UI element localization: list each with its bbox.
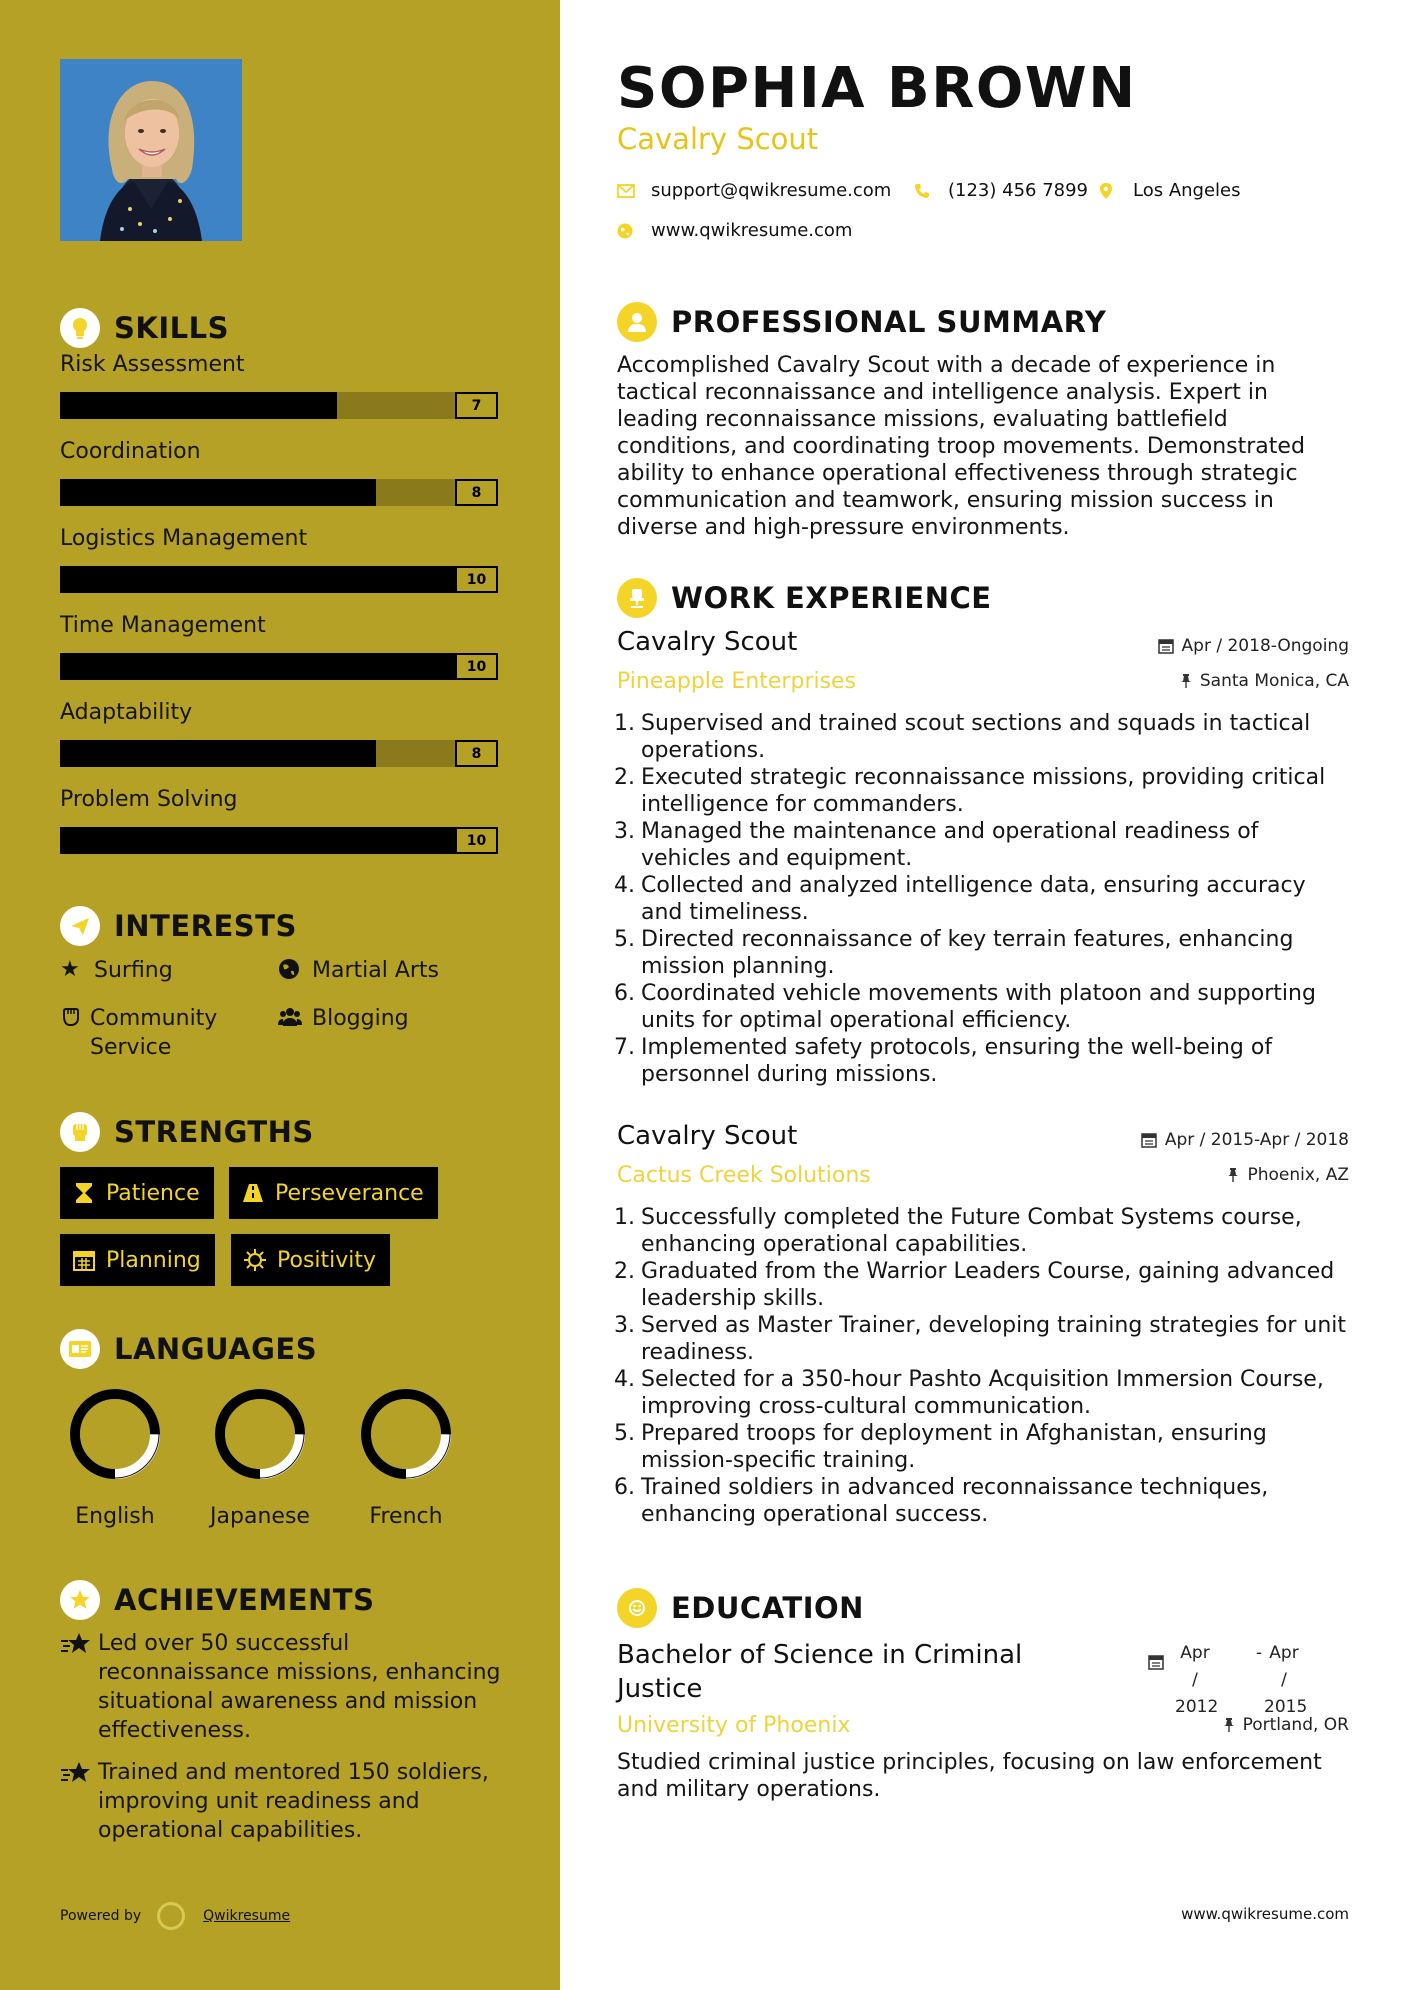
duty-text	[641, 1366, 1324, 1420]
job-dates	[1158, 636, 1349, 656]
duty-item	[610, 818, 1352, 872]
duty-number: 1.	[614, 1205, 635, 1230]
duty-line: Managed the maintenance and operational readiness of	[641, 819, 1259, 844]
skill-name: Time Management	[60, 613, 266, 638]
footer-url[interactable]: www.qwikresume.com	[1181, 1905, 1349, 1923]
duty-line: Successfully completed the Future Combat Systems course,	[641, 1205, 1302, 1230]
achievements-heading	[60, 1578, 374, 1622]
duty-line: Graduated from the Warrior Leaders Course, gaining advanced	[641, 1259, 1335, 1284]
language-item	[50, 1386, 180, 1529]
skill-fill	[60, 479, 376, 506]
skill-level: 8	[455, 479, 498, 506]
duty-number: 6.	[614, 981, 635, 1006]
hand-icon	[60, 1006, 82, 1034]
skill-bar	[60, 566, 498, 593]
paper-plane-icon	[60, 906, 100, 946]
powered-by	[60, 1902, 290, 1930]
duty-text	[641, 764, 1325, 818]
end-month: Apr /	[1269, 1643, 1299, 1690]
duty-line: Selected for a 350-hour Pashto Acquisition Immersion Course,	[641, 1367, 1324, 1392]
interests-title: INTERESTS	[114, 909, 297, 943]
duty-line: improving cross-cultural communication.	[641, 1394, 1092, 1419]
skill-bar	[60, 392, 498, 419]
duty-number: 6.	[614, 1475, 635, 1500]
duty-item	[610, 710, 1352, 764]
duty-item	[610, 1474, 1352, 1528]
duty-item	[610, 980, 1352, 1034]
duty-line: personnel during missions.	[641, 1062, 938, 1087]
strength-label: Positivity	[277, 1247, 377, 1273]
duty-line: and timeliness.	[641, 900, 809, 925]
duty-text	[641, 710, 1310, 764]
duty-line: Coordinated vehicle movements with platoon and supporting	[641, 981, 1316, 1006]
duty-line: enhancing operational capabilities.	[641, 1232, 1028, 1257]
achievement-item	[60, 1629, 505, 1745]
job-title: Cavalry Scout	[617, 1121, 798, 1151]
language-name: French	[369, 1504, 443, 1529]
duty-number: 5.	[614, 927, 635, 952]
pushpin-icon	[1223, 1717, 1235, 1733]
job-company: Pineapple Enterprises	[617, 669, 857, 694]
shooting-star-icon	[60, 1760, 98, 1794]
duty-text	[641, 1204, 1302, 1258]
skill-fill	[60, 566, 455, 593]
duty-line: Supervised and trained scout sections and squads in tactical	[641, 711, 1311, 736]
strength-label: Planning	[106, 1247, 201, 1273]
pushpin-icon	[1227, 1167, 1239, 1183]
skill-level: 10	[455, 653, 498, 680]
skill-name: Logistics Management	[60, 526, 308, 551]
duty-text	[641, 980, 1316, 1034]
phone-icon	[914, 183, 936, 199]
fist-icon	[60, 1112, 100, 1152]
experience-title: WORK EXPERIENCE	[671, 581, 992, 615]
start-year: 2012	[1175, 1697, 1219, 1717]
skill-fill	[60, 392, 337, 419]
contact-location	[1099, 180, 1241, 201]
duty-line: operations.	[641, 738, 766, 763]
strengths-heading	[60, 1110, 314, 1154]
road-icon	[241, 1181, 265, 1205]
skill-name: Coordination	[60, 439, 201, 464]
job-title: Cavalry Scout	[617, 627, 798, 657]
education-dash: -	[1256, 1643, 1263, 1663]
interest-item	[278, 956, 439, 986]
summary-title: PROFESSIONAL SUMMARY	[671, 305, 1107, 339]
duty-text	[641, 1258, 1334, 1312]
experience-heading	[617, 576, 992, 620]
duty-line: readiness.	[641, 1340, 755, 1365]
skill-fill	[60, 740, 376, 767]
contact-phone[interactable]	[914, 180, 1088, 201]
job-location	[1227, 1165, 1349, 1185]
skill-name: Problem Solving	[60, 787, 238, 812]
group-icon	[278, 1006, 304, 1034]
interest-item	[60, 956, 173, 985]
duty-item	[610, 1034, 1352, 1088]
interest-label: Community Service	[90, 1006, 218, 1060]
calendar-icon	[72, 1248, 96, 1272]
duty-number: 7.	[614, 1035, 635, 1060]
education-location-text: Portland, OR	[1242, 1715, 1349, 1735]
degree-line: Bachelor of Science in Criminal	[617, 1640, 1023, 1670]
duty-item	[610, 1204, 1352, 1258]
id-card-icon	[60, 1329, 100, 1369]
profile-photo	[60, 59, 242, 241]
language-ring	[358, 1386, 454, 1482]
education-calendar-icon	[1148, 1654, 1164, 1674]
job-dates	[1141, 1130, 1349, 1150]
skill-fill	[60, 827, 455, 854]
duty-line: Directed reconnaissance of key terrain features, enhancing	[641, 927, 1294, 952]
envelope-icon	[617, 184, 639, 198]
duty-number: 3.	[614, 819, 635, 844]
qwikresume-logo-icon	[157, 1902, 185, 1930]
job-location	[1180, 671, 1349, 691]
skill-bar	[60, 827, 498, 854]
duty-line: enhancing operational success.	[641, 1502, 989, 1527]
duty-text	[641, 818, 1258, 872]
duty-line: vehicles and equipment.	[641, 846, 913, 871]
duty-number: 2.	[614, 1259, 635, 1284]
location-text: Los Angeles	[1133, 180, 1241, 201]
medal-star-icon	[60, 1580, 100, 1620]
job-duties-list	[610, 710, 1352, 1088]
calendar-icon	[1158, 638, 1174, 654]
duty-line: mission-specific training.	[641, 1448, 916, 1473]
duty-text	[641, 872, 1306, 926]
contact-website[interactable]	[617, 220, 852, 241]
skill-level: 10	[455, 566, 498, 593]
candidate-role: Cavalry Scout	[617, 122, 819, 156]
degree-line: Justice	[617, 1674, 703, 1704]
duty-line: mission planning.	[641, 954, 835, 979]
skill-bar	[60, 653, 498, 680]
interest-label: Martial Arts	[312, 958, 440, 983]
achievement-text: Trained and mentored 150 soldiers, improving unit readiness and operational capabilities.	[98, 1760, 489, 1843]
calendar-icon	[1148, 1654, 1164, 1670]
duty-number: 5.	[614, 1421, 635, 1446]
duty-number: 4.	[614, 1367, 635, 1392]
duty-item	[610, 1420, 1352, 1474]
achievements-title: ACHIEVEMENTS	[114, 1583, 375, 1617]
interests-heading	[60, 904, 297, 948]
summary-heading	[617, 300, 1106, 344]
duty-line: units for optimal operational efficiency.	[641, 1008, 1072, 1033]
duty-text	[641, 1312, 1346, 1366]
languages-heading	[60, 1327, 317, 1371]
duty-text	[641, 1034, 1272, 1088]
duty-number: 4.	[614, 873, 635, 898]
job-dates-text: Apr / 2015-Apr / 2018	[1164, 1130, 1349, 1150]
duty-item	[610, 926, 1352, 980]
duty-line: intelligence for commanders.	[641, 792, 964, 817]
skills-heading	[60, 306, 229, 350]
education-description: Studied criminal justice principles, focusing on law enforcement and military operations.	[617, 1750, 1322, 1802]
language-name: Japanese	[210, 1504, 310, 1529]
portrait-image	[60, 59, 242, 241]
strength-label: Perseverance	[275, 1180, 424, 1206]
languages-title: LANGUAGES	[114, 1332, 318, 1366]
strength-label: Patience	[106, 1180, 200, 1206]
language-ring	[67, 1386, 163, 1482]
shooting-star-icon	[60, 1631, 98, 1665]
achievement-item	[60, 1758, 505, 1845]
education-start	[1175, 1640, 1219, 1721]
duty-line: Implemented safety protocols, ensuring the well-being of	[641, 1035, 1273, 1060]
education-title: EDUCATION	[671, 1591, 864, 1625]
powered-by-link[interactable]: Qwikresume	[203, 1908, 291, 1924]
language-item	[195, 1386, 325, 1529]
skill-fill	[60, 653, 455, 680]
job-duties-list	[610, 1204, 1352, 1528]
job-dates-text: Apr / 2018-Ongoing	[1181, 636, 1349, 656]
email-text: support@qwikresume.com	[651, 180, 892, 201]
school-name: University of Phoenix	[617, 1713, 851, 1738]
duty-item	[610, 1312, 1352, 1366]
globe-icon	[617, 223, 639, 239]
language-name: English	[75, 1504, 155, 1529]
degree-title	[617, 1638, 1022, 1706]
powered-by-label: Powered by	[60, 1908, 142, 1924]
skill-level: 7	[455, 392, 498, 419]
duty-line: Executed strategic reconnaissance missions, providing critical	[641, 765, 1326, 790]
education-end	[1264, 1640, 1308, 1721]
pushpin-icon	[1180, 673, 1192, 689]
strength-badge	[60, 1234, 215, 1286]
strength-badge	[229, 1167, 438, 1219]
duty-line: Prepared troops for deployment in Afghanistan, ensuring	[641, 1421, 1267, 1446]
language-item	[341, 1386, 471, 1529]
job-location-text: Santa Monica, CA	[1199, 671, 1349, 691]
interest-item	[60, 1004, 250, 1062]
strength-badge	[60, 1167, 214, 1219]
star-icon: ★	[60, 957, 80, 982]
lightbulb-icon	[60, 308, 100, 348]
duty-item	[610, 872, 1352, 926]
sidebar	[0, 0, 560, 1990]
candidate-name: SOPHIA BROWN	[617, 56, 1137, 121]
skill-bar	[60, 740, 498, 767]
duty-number: 1.	[614, 711, 635, 736]
achievement-text: Led over 50 successful reconnaissance missions, enhancing situational awareness and mission effectiveness.	[98, 1631, 501, 1743]
duty-text	[641, 1420, 1267, 1474]
start-month: Apr /	[1180, 1643, 1210, 1690]
job-location-text: Phoenix, AZ	[1247, 1165, 1349, 1185]
phone-text: (123) 456 7899	[948, 180, 1089, 201]
duty-line: Served as Master Trainer, developing training strategies for unit	[641, 1313, 1347, 1338]
duty-text	[641, 926, 1293, 980]
interest-item	[278, 1004, 409, 1034]
end-year: 2015	[1264, 1697, 1308, 1717]
duty-line: leadership skills.	[641, 1286, 825, 1311]
skill-level: 8	[455, 740, 498, 767]
map-pin-icon	[1099, 182, 1121, 200]
skill-bar	[60, 479, 498, 506]
hourglass-icon	[72, 1181, 96, 1205]
job-company: Cactus Creek Solutions	[617, 1163, 871, 1188]
education-heading	[617, 1586, 864, 1630]
duty-number: 2.	[614, 765, 635, 790]
summary-text: Accomplished Cavalry Scout with a decade of experience in tactical reconnaissance and intelligence analysis. Expert in leading reconnaissance missions, evaluating battlefield conditions, and coordinating troop movements. Demonstrated ability to enhance operational effectiveness through strategic communication and teamwork, ensuring mission success in diverse and high-pressure environments.	[617, 353, 1305, 540]
skills-title: SKILLS	[114, 311, 229, 345]
strength-badge	[231, 1234, 390, 1286]
skill-name: Adaptability	[60, 700, 193, 725]
duty-line: Trained soldiers in advanced reconnaissance techniques,	[641, 1475, 1269, 1500]
globe-icon	[278, 958, 304, 986]
skill-level: 10	[455, 827, 498, 854]
skill-name: Risk Assessment	[60, 352, 245, 377]
interest-label: Surfing	[94, 958, 173, 983]
sun-icon	[243, 1248, 267, 1272]
interest-label: Blogging	[312, 1006, 409, 1031]
contact-email[interactable]	[617, 180, 891, 201]
user-icon	[617, 302, 657, 342]
website-text: www.qwikresume.com	[651, 220, 853, 241]
office-chair-icon	[617, 578, 657, 618]
graduation-icon	[617, 1588, 657, 1628]
duty-text	[641, 1474, 1268, 1528]
duty-line: Collected and analyzed intelligence data, ensuring accuracy	[641, 873, 1306, 898]
language-ring	[212, 1386, 308, 1482]
duty-item	[610, 1366, 1352, 1420]
education-location	[1223, 1715, 1349, 1735]
duty-item	[610, 1258, 1352, 1312]
duty-number: 3.	[614, 1313, 635, 1338]
calendar-icon	[1141, 1132, 1157, 1148]
strengths-title: STRENGTHS	[114, 1115, 314, 1149]
duty-item	[610, 764, 1352, 818]
